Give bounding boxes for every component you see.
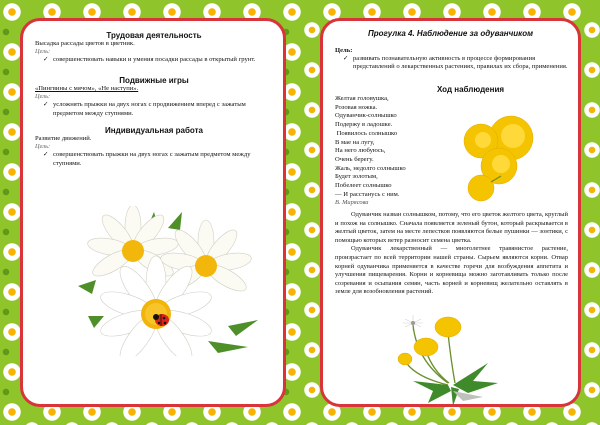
goal-bullet: ✓ совершенствовать прыжки на двух ногах с зажатым предметом между ступнями. [35,151,273,168]
goal-block [335,47,568,72]
goal-bullet: ✓ усложнять прыжки на двух ногах с продвижением вперед с зажатым предметом между ступнями. [35,101,273,118]
observation-title: Ход наблюдения [436,85,505,94]
goal-label: Цель: [35,143,51,151]
games-list: «Пингвины с мячом», «Не наступи». [35,85,139,92]
section-title: Трудовая деятельность [106,31,202,40]
right-page-card [320,18,581,407]
checkmark-icon: ✓ [43,151,49,159]
goal-label: Цель: [35,48,51,56]
left-page-card [20,18,286,407]
poem: Желтая головушка, Розовая ножка. Одуванчик-солнышко Подержу в ладошке. Появилось солнышко В мае на лугу, На него любуюсь, Очень берегу. Жаль, недолго солнышко Будет золотым, Побелеет солнышко — И расстанусь с ним. В. Мирясова [335,95,455,208]
section-games [35,76,273,118]
daisies-illustration [78,206,268,356]
section-labor [35,31,273,65]
section-title: Подвижные игры [119,76,189,85]
dandelion-plant-illustration [393,311,513,406]
checkmark-icon: ✓ [43,56,49,64]
goal-label: Цель: [335,47,353,54]
goal-bullet: ✓ совершенствовать навыки и умения посадки рассады в открытый грунт. [35,56,273,64]
walk-title: Прогулка 4. Наблюдение за одуванчиком [367,29,534,38]
poem-author: В. Мирясова [335,199,369,207]
section-text: Развитие движений. [35,135,92,142]
section-individual [35,126,273,168]
goal-label: Цель: [35,93,51,101]
description: Одуванчик назван солнышком, потому, что его цветок желтого цвета, круглый и похож на солнышко. Сначала появляется зеленый бутон, который раскрывается в желтый цветок, затем на месте лепестков появляются белые пушинки — зонтики, с помощью которых ветер разносит семена цветка. Одуванчик лекарственный — многолетнее травянистое растение, произрастает по всей территории нашей страны. Сырьем являются корни. Отвар корней одуванчика применяется в качестве горечи для возбуждения аппетита и улучшения пищеварения. Корни и корневища можно заготавливать только после созревания и осыпания семян, часть корней и корневищ желательно оставлять в земле для возобновления растений. [335,211,568,296]
checkmark-icon: ✓ [343,55,349,62]
checkmark-icon: ✓ [43,101,49,109]
section-text: Высадка рассады цветов в цветник. [35,40,135,47]
goal-bullet: ✓ развивать познавательную активность в процессе формирования представлений о лекарственных растениях, правилах их сбора, применения. [335,55,568,72]
section-title: Индивидуальная работа [105,126,203,135]
dandelion-bouquet-illustration [451,106,551,206]
